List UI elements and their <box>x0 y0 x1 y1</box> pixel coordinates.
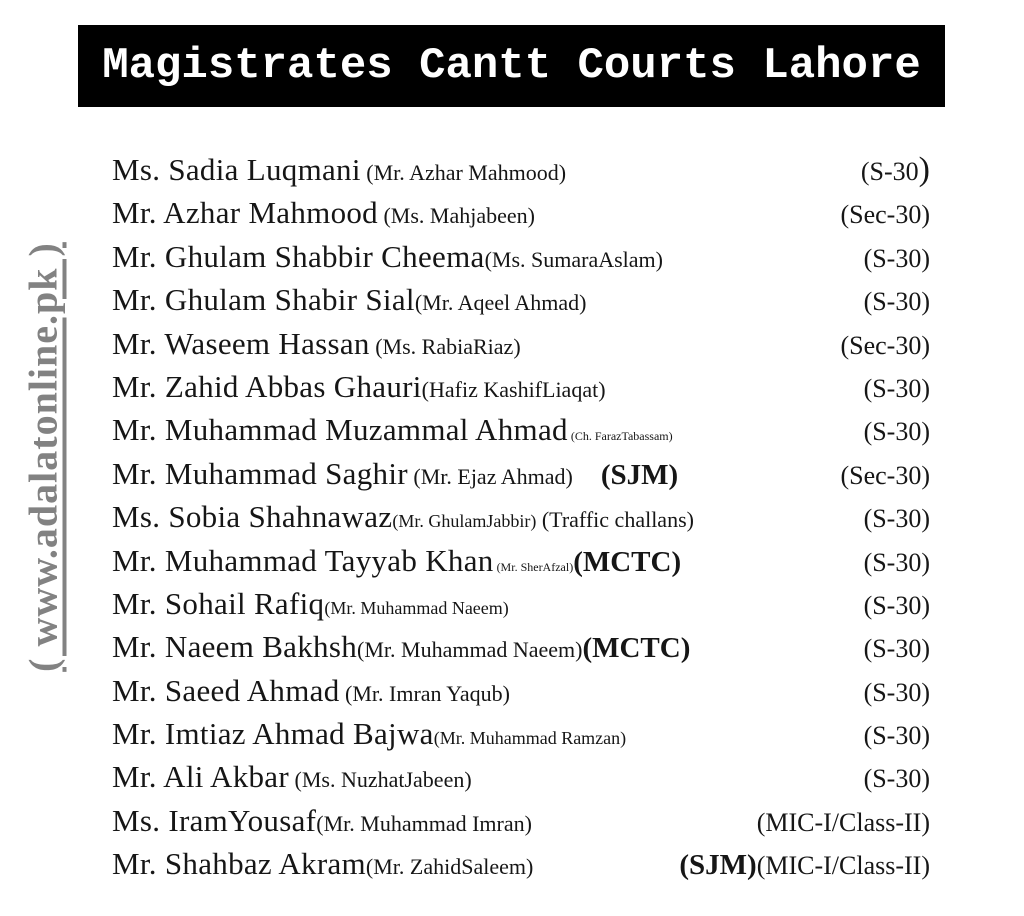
row-right <box>864 367 930 414</box>
list-item <box>0 452 1024 495</box>
row-left <box>112 148 566 197</box>
assistant-name: (Ch. FarazTabassam) <box>567 429 673 444</box>
row-left <box>112 235 663 284</box>
section-code: (S-30) <box>863 243 930 273</box>
row-right <box>679 844 930 891</box>
list-item <box>0 235 1024 278</box>
list-item <box>0 191 1024 234</box>
designation-badge: (SJM) <box>679 849 757 882</box>
row-left <box>112 669 510 718</box>
row-right <box>864 584 930 631</box>
section-code: (S-30) <box>863 417 930 447</box>
assistant-name: (Ms. RabiaRiaz) <box>369 333 521 359</box>
section-code: (S-30) <box>863 590 930 620</box>
section-code: (S-30) <box>863 764 930 794</box>
list-item <box>0 408 1024 451</box>
row-left <box>112 191 535 240</box>
magistrate-name: Mr. Saeed Ahmad <box>112 672 340 708</box>
magistrates-list <box>0 148 1024 886</box>
magistrate-name: Mr. Naeem Bakhsh <box>112 629 358 665</box>
assistant-name: (Traffic challans) <box>536 507 694 533</box>
list-item <box>0 712 1024 755</box>
magistrate-name: Mr. Waseem Hassan <box>112 325 370 361</box>
row-right <box>864 627 930 674</box>
assistant-name: (Mr. Muhammad Naeem) <box>357 637 583 663</box>
row-right <box>864 280 930 327</box>
section-code: (S-30) <box>863 287 930 317</box>
row-left <box>112 842 533 891</box>
section-code: (S-30) <box>863 373 930 403</box>
list-item <box>0 278 1024 321</box>
list-item <box>0 842 1024 885</box>
row-right <box>864 541 930 588</box>
list-item <box>0 625 1024 668</box>
row-left <box>112 278 587 327</box>
row-left <box>112 452 678 501</box>
assistant-name: (Ms. Mahjabeen) <box>377 203 535 229</box>
section-code: (Sec-30) <box>840 200 930 230</box>
magistrate-name: Mr. Sohail Rafiq <box>112 585 325 621</box>
section-code: (S-30) <box>863 634 930 664</box>
section-code: (S-30) <box>863 677 930 707</box>
row-left <box>112 625 690 674</box>
magistrate-name: Mr. Zahid Abbas Ghauri <box>112 368 422 404</box>
section-code-paren: ) <box>918 151 930 188</box>
section-code: (MIC-I/Class-II) <box>756 851 930 881</box>
assistant-name: (Hafiz KashifLiaqat) <box>421 376 606 402</box>
designation-badge: (SJM) <box>600 458 679 491</box>
magistrate-name: Ms. Sadia Luqmani <box>112 152 361 187</box>
assistant-name: (Mr. Aqeel Ahmad) <box>414 290 587 316</box>
row-right <box>864 237 930 284</box>
row-right <box>864 497 930 544</box>
row-right <box>840 454 930 501</box>
row-right <box>840 324 930 371</box>
assistant-name: (Mr. Ejaz Ahmad) <box>407 463 573 489</box>
row-right <box>864 757 930 804</box>
section-code: (S-30) <box>863 547 930 577</box>
title-bar <box>78 25 945 107</box>
section-code: (Sec-30) <box>840 460 930 490</box>
magistrate-name: Mr. Ghulam Shabir Sial <box>112 282 415 318</box>
list-item <box>0 148 1024 191</box>
row-right <box>864 410 930 457</box>
magistrate-name: Mr. Muhammad Tayyab Khan <box>112 542 494 578</box>
assistant-name: (Mr. SherAfzal) <box>493 559 574 574</box>
section-code: (S-30) <box>863 504 930 534</box>
magistrate-name: Mr. Ghulam Shabbir Cheema <box>112 238 485 274</box>
section-code: (S-30) <box>863 721 930 751</box>
magistrate-name: Ms. IramYousaf <box>112 802 317 838</box>
row-right <box>864 714 930 761</box>
list-item <box>0 365 1024 408</box>
watermark-url: ( www.adalatonline.pk ) <box>20 242 66 672</box>
magistrate-name: Mr. Muhammad Muzammal Ahmad <box>112 412 568 448</box>
assistant-name: (Ms. SumaraAslam) <box>484 246 663 272</box>
row-left <box>112 322 521 371</box>
list-item <box>0 495 1024 538</box>
list-item <box>0 539 1024 582</box>
assistant-name: (Mr. Muhammad Naeem) <box>324 597 509 618</box>
assistant-name: (Mr. Muhammad Imran) <box>316 810 532 836</box>
designation-badge: (MCTC) <box>573 545 682 578</box>
row-right <box>757 801 930 848</box>
page-title: Magistrates Cantt Courts Lahore <box>102 41 921 91</box>
row-left <box>112 495 694 544</box>
list-item <box>0 322 1024 365</box>
row-right <box>861 148 930 197</box>
assistant-name: (Ms. NuzhatJabeen) <box>289 767 472 793</box>
row-right <box>864 671 930 718</box>
row-left <box>112 712 626 761</box>
magistrate-name: Ms. Sobia Shahnawaz <box>112 499 393 535</box>
assistant-name: (Mr. Imran Yaqub) <box>339 680 510 706</box>
section-code: (S-30 <box>860 157 919 186</box>
list-item <box>0 755 1024 798</box>
magistrate-name: Mr. Muhammad Saghir <box>112 455 408 491</box>
assistant-name: (Mr. Azhar Mahmood) <box>360 160 567 185</box>
magistrate-name: Mr. Ali Akbar <box>112 759 289 795</box>
row-left <box>112 755 472 804</box>
magistrate-name: Mr. Shahbaz Akram <box>112 846 366 882</box>
designation-badge: (MCTC) <box>582 632 691 665</box>
list-item <box>0 669 1024 712</box>
assistant-name: (Mr. Muhammad Ramzan) <box>433 728 627 749</box>
section-code: (Sec-30) <box>840 330 930 360</box>
list-item <box>0 799 1024 842</box>
row-right <box>840 193 930 240</box>
magistrate-name: Mr. Imtiaz Ahmad Bajwa <box>112 716 434 752</box>
assistant-name: (Mr. ZahidSaleem) <box>365 854 534 880</box>
assistant-name: (Mr. GhulamJabbir) <box>392 511 537 532</box>
row-left <box>112 582 509 631</box>
row-left <box>112 799 532 848</box>
section-code: (MIC-I/Class-II) <box>756 807 930 837</box>
row-left <box>112 365 606 414</box>
magistrate-name: Mr. Azhar Mahmood <box>112 195 378 231</box>
